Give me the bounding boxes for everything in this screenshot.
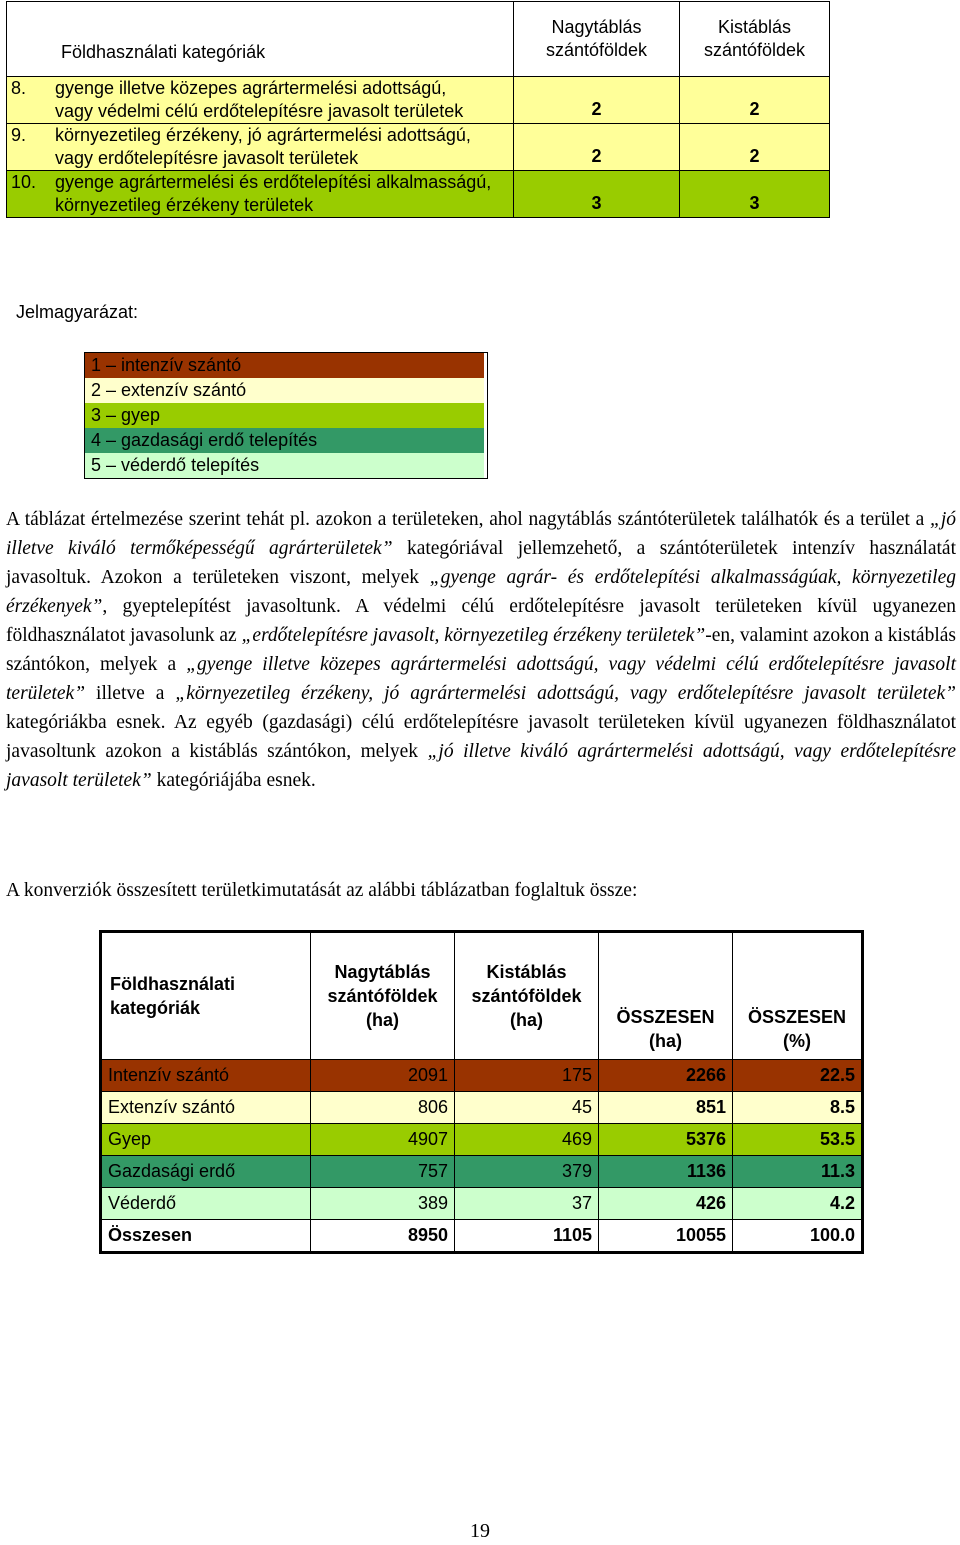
total-pct: 22.5 [733, 1060, 863, 1092]
small-field-value: 3 [680, 171, 830, 218]
legend-item-label: 3 – gyep [91, 405, 161, 425]
large-field-ha: 757 [311, 1156, 455, 1188]
text-run: kategóriával jellemzehető, a szántóterületek intenzív használatát javasoltuk. Azokon a területeken viszont, melyek [6, 538, 956, 588]
table-row [7, 171, 830, 218]
total-ha: 2266 [599, 1060, 733, 1092]
conversion-summary-table [99, 930, 864, 1254]
category-name: Extenzív szántó [101, 1092, 311, 1124]
large-field-ha: 2091 [311, 1060, 455, 1092]
large-field-value: 3 [514, 171, 680, 218]
italic-phrase: „gyenge illetve közepes agrártermelési adottságú, vagy védelmi célú erdőtelepítésre javasolt területek” [6, 654, 956, 704]
small-field-ha: 1105 [455, 1220, 599, 1253]
total-ha: 426 [599, 1188, 733, 1220]
small-field-value: 2 [680, 77, 830, 124]
category-number: 9. [11, 125, 27, 145]
table-row [101, 1220, 863, 1253]
legend-item [85, 353, 487, 378]
italic-phrase: „jó illetve kiváló termőképességű agrárterületek” [6, 509, 956, 559]
category-name: Gazdasági erdő [101, 1156, 311, 1188]
legend-title: Jelmagyarázat: [16, 302, 139, 322]
small-field-ha: 469 [455, 1124, 599, 1156]
header-category: Földhasználati kategóriák [101, 932, 311, 1060]
total-pct: 53.5 [733, 1124, 863, 1156]
category-label: gyenge illetve közepes agrártermelési adottságú, vagy védelmi célú erdőtelepítésre javasolt területek [55, 78, 464, 121]
land-use-category-table [6, 1, 830, 218]
total-ha: 851 [599, 1092, 733, 1124]
category-name: Véderdő [101, 1188, 311, 1220]
table-header-row [101, 932, 863, 1060]
italic-phrase: „gyenge agrár- és erdőtelepítési alkalmasságúak, környezetileg érzékenyek” [6, 567, 956, 617]
category-label: gyenge agrártermelési és erdőtelepítési alkalmasságú, környezetileg érzékeny területek [55, 172, 492, 215]
table-row [101, 1124, 863, 1156]
legend-item [85, 453, 487, 478]
total-ha: 5376 [599, 1124, 733, 1156]
text-run: illetve a [85, 683, 176, 704]
text-run: , gyeptelepítést javasoltunk. A védelmi célú erdőtelepítésre javasolt területeken kívül ugyanezen földhasználatot javasolunk az [6, 596, 956, 646]
category-cell [7, 171, 514, 218]
total-pct: 8.5 [733, 1092, 863, 1124]
category-name: Gyep [101, 1124, 311, 1156]
category-cell [7, 124, 514, 171]
header-category: Földhasználati kategóriák [7, 2, 514, 77]
total-pct: 4.2 [733, 1188, 863, 1220]
legend-item-label: 5 – véderdő telepítés [91, 455, 260, 475]
large-field-ha: 806 [311, 1092, 455, 1124]
small-field-ha: 45 [455, 1092, 599, 1124]
italic-phrase: „környezetileg érzékeny, jó agrártermelési adottságú, vagy erdőtelepítésre javasolt területek” [175, 683, 956, 704]
total-ha: 10055 [599, 1220, 733, 1253]
legend-item [85, 378, 487, 403]
header-large-fields: Nagytáblás szántóföldek [514, 2, 680, 77]
category-number: 8. [11, 78, 27, 98]
category-cell [7, 77, 514, 124]
total-ha: 1136 [599, 1156, 733, 1188]
italic-phrase: „erdőtelepítésre javasolt, környezetileg érzékeny területek” [241, 625, 706, 646]
legend-item [85, 428, 487, 453]
category-name: Intenzív szántó [101, 1060, 311, 1092]
table-row [101, 1156, 863, 1188]
small-field-ha: 379 [455, 1156, 599, 1188]
italic-phrase: „jó illetve kiváló agrártermelési adottságú, vagy erdőtelepítésre javasolt területek” [6, 741, 956, 791]
legend-item-label: 2 – extenzív szántó [91, 380, 247, 400]
table-header-row [7, 2, 830, 77]
total-pct: 100.0 [733, 1220, 863, 1253]
category-name: Összesen [101, 1220, 311, 1253]
table-row [101, 1060, 863, 1092]
legend-item-label: 1 – intenzív szántó [91, 355, 242, 375]
text-run: kategóriájába esnek. [151, 770, 316, 791]
small-field-value: 2 [680, 124, 830, 171]
text-run: -en, valamint azokon a kistáblás szántókon, melyek a [6, 625, 957, 675]
large-field-ha: 8950 [311, 1220, 455, 1253]
summary-intro-paragraph: A konverziók összesített területkimutatását az alábbi táblázatban foglaltuk össze: [6, 880, 638, 901]
large-field-value: 2 [514, 124, 680, 171]
legend-item [85, 403, 487, 428]
small-field-ha: 37 [455, 1188, 599, 1220]
category-number: 10. [11, 172, 37, 192]
large-field-value: 2 [514, 77, 680, 124]
large-field-ha: 389 [311, 1188, 455, 1220]
header-large-fields-ha: Nagytáblás szántóföldek (ha) [311, 932, 455, 1060]
total-pct: 11.3 [733, 1156, 863, 1188]
header-total-pct: ÖSSZESEN (%) [733, 932, 863, 1060]
header-small-fields: Kistáblás szántóföldek [680, 2, 830, 77]
table-row [101, 1092, 863, 1124]
small-field-ha: 175 [455, 1060, 599, 1092]
table-row [101, 1188, 863, 1220]
text-run: A táblázat értelmezése szerint tehát pl. azokon a területeken, ahol nagytáblás szántóterületek találhatók és a terület a [6, 509, 930, 530]
table-row [7, 77, 830, 124]
legend-item-label: 4 – gazdasági erdő telepítés [91, 430, 318, 450]
table-row [7, 124, 830, 171]
large-field-ha: 4907 [311, 1124, 455, 1156]
header-total-ha: ÖSSZESEN (ha) [599, 932, 733, 1060]
legend-box [84, 352, 488, 479]
text-run: kategóriákba esnek. Az egyéb (gazdasági) célú erdőtelepítésre javasolt területeken kívül ugyanezen földhasználatot javasoltunk azokon a kistáblás szántókon, melyek [6, 712, 956, 762]
page-number: 19 [470, 1520, 490, 1542]
body-paragraph [6, 505, 956, 795]
category-label: környezetileg érzékeny, jó agrártermelési adottságú, vagy erdőtelepítésre javasolt területek [55, 125, 471, 168]
header-small-fields-ha: Kistáblás szántóföldek (ha) [455, 932, 599, 1060]
